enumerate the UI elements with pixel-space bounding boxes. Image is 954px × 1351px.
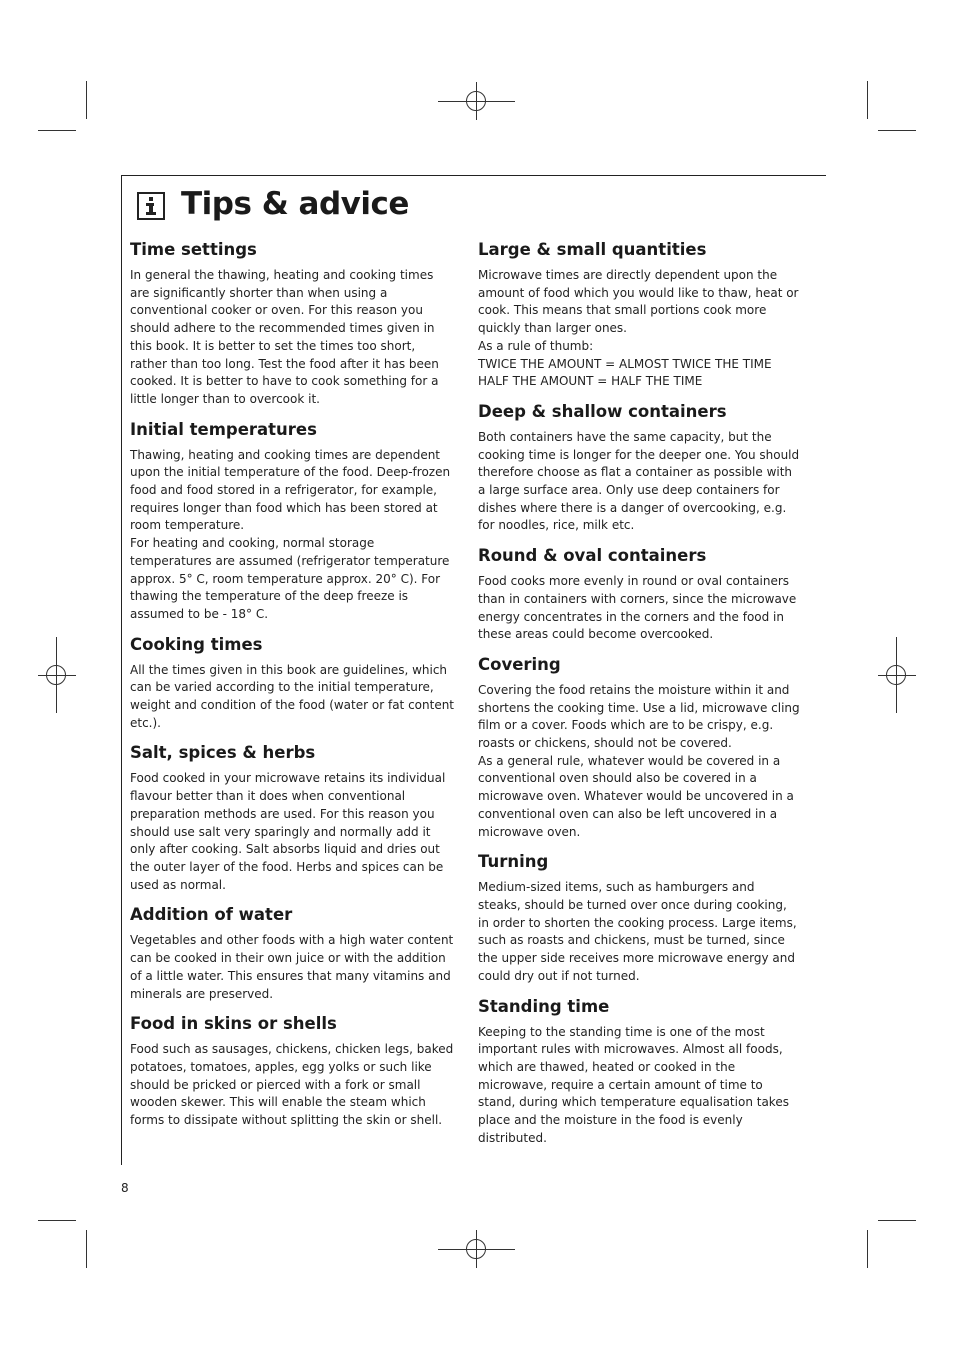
section-paragraph: Medium-sized items, such as hamburgers and steaks, should be turned over once during cooking, in order to shorten the cooking process. Large items, such as roasts and chickens, must be turned, since the upper side receives more microwave energy and could dry out if not turned. <box>478 880 797 983</box>
section-paragraph: In general the thawing, heating and cooking times are significantly shorter than when using a conventional cooker or oven. For this reason you should adhere to the recommended times given in this book. It is better to set the times too short, rather than too long. Test the food after it has been cooked. It is better to have to cook something for a little longer than to overcook it. <box>130 268 439 406</box>
section-heading: Large & small quantities <box>478 240 707 259</box>
registration-mark <box>466 91 486 111</box>
crop-mark <box>878 1220 916 1221</box>
registration-mark <box>46 665 66 685</box>
page-title: Tips & advice <box>181 186 409 222</box>
section-paragraph: Covering the food retains the moisture within it and shortens the cooking time. Use a lid, microwave cling film or a cover. Foods which are to be crispy, e.g. roasts or chickens, should not be covered. <box>478 682 800 751</box>
section-paragraph: Food cooked in your microwave retains its individual flavour better than it does when conventional preparation methods are used. For this reason you should use salt very sparingly and normally add it only after cooking. Salt absorbs liquid and dries out the outer layer of the food. Herbs and spices can be used as normal. <box>130 771 446 892</box>
right-column <box>478 236 800 1154</box>
section-heading: Time settings <box>130 240 257 259</box>
section-heading: Addition of water <box>130 905 293 925</box>
section-salt-spices-herbs <box>130 739 455 894</box>
section-paragraph: Keeping to the standing time is one of the most important rules with microwaves. Almost all foods, which are thawed, heated or cooked in the microwave, require a certain amount of time to stand, during which temperature equalisation takes place and the moisture in the food is evenly distributed. <box>478 1024 789 1145</box>
section-initial-temperatures <box>130 416 455 624</box>
section-cooking-times <box>130 631 455 733</box>
section-covering <box>478 651 800 841</box>
section-large-small-quantities <box>478 236 800 391</box>
section-heading: Standing time <box>478 996 610 1016</box>
section-heading: Initial temperatures <box>130 419 317 439</box>
info-icon <box>137 192 165 220</box>
registration-mark <box>886 665 906 685</box>
section-paragraph: As a rule of thumb: <box>478 338 594 353</box>
rule-of-thumb-line: HALF THE AMOUNT = HALF THE TIME <box>478 374 703 389</box>
section-paragraph: Vegetables and other foods with a high water content can be cooked in their own juice or with the addition of a little water. This ensures that many vitamins and minerals are preserved. <box>130 933 454 1001</box>
section-heading: Turning <box>478 852 549 872</box>
section-time-settings <box>130 236 455 409</box>
crop-mark <box>878 130 916 131</box>
page-frame-left-rule <box>121 175 122 1165</box>
section-heading: Salt, spices & herbs <box>130 743 316 763</box>
section-paragraph: Food such as sausages, chickens, chicken legs, baked potatoes, tomatoes, apples, egg yolks or such like should be pricked or pierced with a fork or small wooden skewer. This will enable the steam which forms to dissipate without splitting the skin or shell. <box>130 1042 454 1128</box>
page-header <box>137 186 409 222</box>
section-deep-shallow-containers <box>478 398 800 535</box>
section-heading: Covering <box>478 654 561 674</box>
crop-mark <box>86 81 87 119</box>
section-addition-of-water <box>130 901 455 1003</box>
crop-mark <box>86 1230 87 1268</box>
section-heading: Round & oval containers <box>478 546 707 566</box>
section-paragraph: Food cooks more evenly in round or oval containers than in containers with corners, since the microwave energy concentrates in the corners and the food in these areas could become overcooked. <box>478 574 797 642</box>
rule-of-thumb-line: TWICE THE AMOUNT = ALMOST TWICE THE TIME <box>478 356 772 371</box>
left-column <box>130 236 455 1137</box>
section-standing-time <box>478 993 800 1148</box>
section-turning <box>478 848 800 985</box>
registration-mark <box>466 1239 486 1259</box>
crop-mark <box>38 130 76 131</box>
section-paragraph: Both containers have the same capacity, but the cooking time is longer for the deeper one. You should therefore choose as flat a container as possible with a large surface area. Only use deep containers for dishes where there is a danger of overcooking, e.g. for noodles, rice, milk etc. <box>478 429 800 533</box>
page-frame-top-rule <box>121 175 826 176</box>
section-round-oval-containers <box>478 542 800 644</box>
section-heading: Deep & shallow containers <box>478 401 727 421</box>
section-heading: Cooking times <box>130 634 263 654</box>
page-number: 8 <box>121 1181 129 1195</box>
section-paragraph: As a general rule, whatever would be covered in a conventional oven should also be covered in a microwave oven. Whatever would be uncovered in a conventional oven can also be left uncovered in a microwave oven. <box>478 753 794 839</box>
section-paragraph: For heating and cooking, normal storage temperatures are assumed (refrigerator temperature approx. 5° C, room temperature approx. 20° C). For thawing the temperature of the deep freeze is assumed to be - 18° C. <box>130 536 450 621</box>
crop-mark <box>38 1220 76 1221</box>
section-paragraph: All the times given in this book are guidelines, which can be varied according to the initial temperature, weight and condition of the food (water or fat content etc.). <box>130 662 455 730</box>
crop-mark <box>867 81 868 119</box>
section-paragraph: Thawing, heating and cooking times are dependent upon the initial temperature of the food. Deep-frozen food and food stored in a refrigerator, for example, requires longer than food which has been stored at room temperature. <box>130 447 451 533</box>
section-paragraph: Microwave times are directly dependent upon the amount of food which you would like to thaw, heat or cook. This means that small portions cook more quickly than larger ones. <box>478 268 799 336</box>
section-heading: Food in skins or shells <box>130 1014 337 1034</box>
section-food-in-skins <box>130 1010 455 1130</box>
crop-mark <box>867 1230 868 1268</box>
